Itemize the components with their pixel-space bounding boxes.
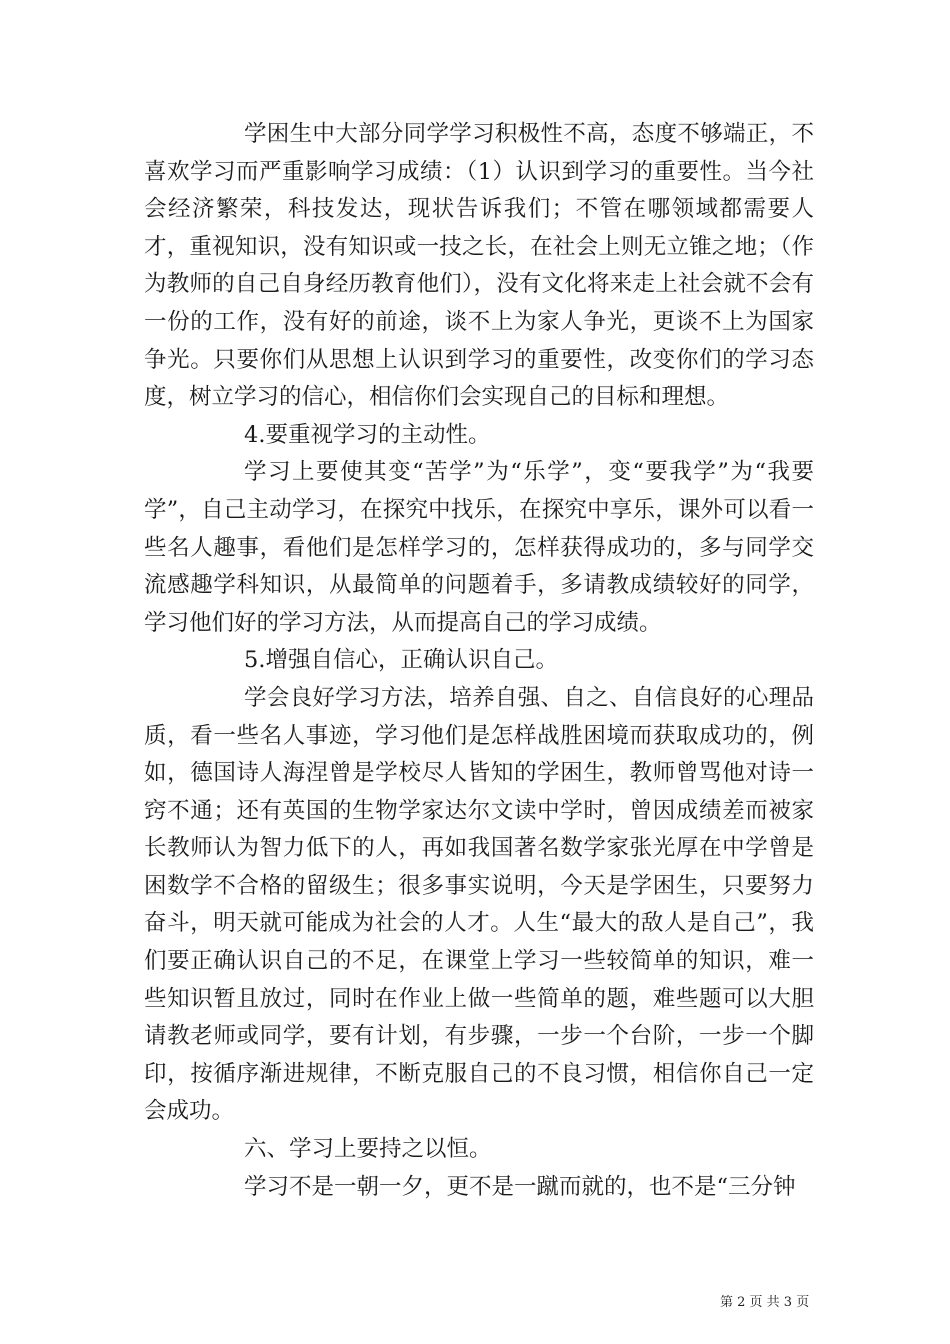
- heading-persistence: 六、学习上要持之以恒。: [244, 1136, 492, 1163]
- paragraph-initiative: 学习上要使其变“苦学”为“乐学”，变“要我学”为“我要学”，自己主动学习，在探究中找乐，在探究中享乐，课外可以看一些名人趣事，看他们是怎样学习的，怎样获得成功的，多与同学交流感趣学科知识，从最简单的问题着手，多请教成绩较好的同学，学习他们好的学习方法，从而提高自己的学习成绩。: [144, 459, 814, 636]
- heading-initiative: 4.要重视学习的主动性。: [244, 421, 491, 448]
- body-text: [144, 116, 814, 1206]
- paragraph-confidence: 学会良好学习方法，培养自强、自之、自信良好的心理品质，看一些名人事迹，学习他们是怎样战胜困境而获取成功的，例如，德国诗人海涅曾是学校尽人皆知的学困生，教师曾骂他对诗一窍不通；还有英国的生物学家达尔文读中学时，曾因成绩差而被家长教师认为智力低下的人，再如我国著名数学家张光厚在中学曾是困数学不合格的留级生；很多事实说明，今天是学困生，只要努力奋斗，明天就可能成为社会的人才。人生“最大的敌人是自己”，我们要正确认识自己的不足，在课堂上学习一些较简单的知识，难一些知识暂且放过，同时在作业上做一些简单的题，难些题可以大胆请教老师或同学，要有计划，有步骤，一步一个台阶，一步一个脚印，按循序渐进规律，不断克服自己的不良习惯，相信你自己一定会成功。: [144, 684, 814, 1125]
- page-number-footer: 第 2 页 共 3 页: [720, 1295, 810, 1310]
- paragraph-learning-importance: 学困生中大部分同学学习积极性不高，态度不够端正，不喜欢学习而严重影响学习成绩：（1）认识到学习的重要性。当今社会经济繁荣，科技发达，现状告诉我们；不管在哪领域都需要人才，重视知识，没有知识或一技之长，在社会上则无立锥之地；（作为教师的自己自身经历教育他们），没有文化将来走上社会就不会有一份的工作，没有好的前途，谈不上为家人争光，更谈不上为国家争光。只要你们从思想上认识到学习的重要性，改变你们的学习态度，树立学习的信心，相信你们会实现自己的目标和理想。: [144, 121, 814, 411]
- heading-confidence: 5.增强自信心，正确认识自己。: [244, 647, 558, 674]
- paragraph-persistence: 学习不是一朝一夕，更不是一蹴而就的，也不是“三分钟: [244, 1173, 796, 1200]
